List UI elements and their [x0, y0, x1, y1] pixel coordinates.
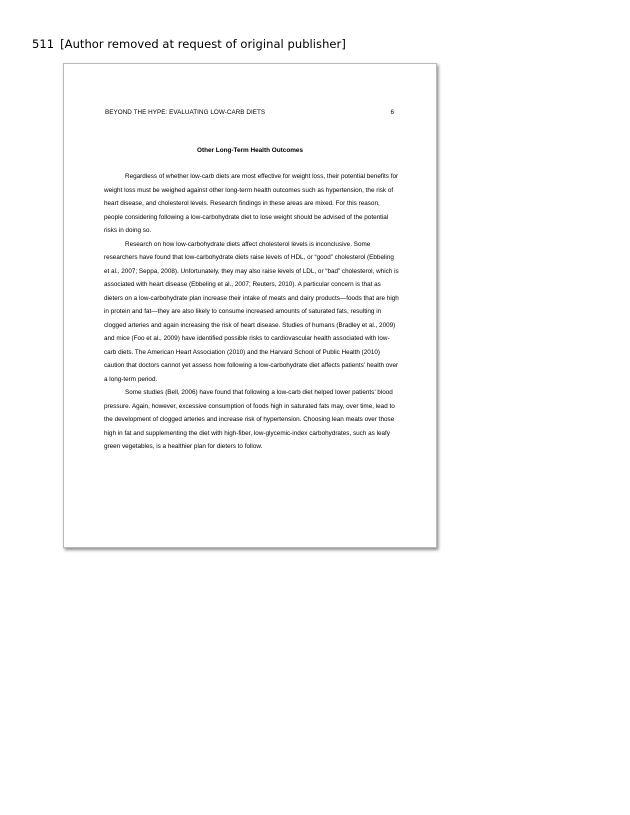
section-heading: Other Long-Term Health Outcomes	[196, 147, 304, 154]
paragraph-1: Regardless of whether low-carb diets are most effective for weight loss, their potential benefits for weight loss must be weighed against other long-term health outcomes such as hypertension, the risk of heart disease, and cholesterol levels. Research findings in these areas are mixed. For this reason, people considering following a low-carbohydrate diet to lose weight should be advised of the potential risks in doing so.	[104, 173, 399, 234]
body-text	[104, 170, 400, 454]
document-sheet	[63, 63, 437, 548]
sheet-page-number: 6	[390, 109, 394, 116]
running-head: BEYOND THE HYPE: EVALUATING LOW-CARB DIETS	[105, 109, 266, 116]
book-page-header	[32, 37, 346, 51]
paragraph-2: Research on how low-carbohydrate diets affect cholesterol levels is inconclusive. Some researchers have found that low-carbohydrate diets raise levels of HDL, or “good” cholesterol (Ebbeling et al., 2007; Seppa, 2008). Unfortunately, they may also raise levels of LDL, or “bad” cholesterol, which is associated with heart disease (Ebbeling et al., 2007; Reuters, 2010). A particular concern is that as dieters on a low-carbohydrate plan increase their intake of meats and dairy products—foods that are high in protein and fat—they are also likely to consume increased amounts of saturated fats, resulting in clogged arteries and again increasing the risk of heart disease. Studies of humans (Bradley et al., 2009) and mice (Foo et al., 2009) have identified possible risks to cardiovascular health associated with low-carb diets. The American Heart Association (2010) and the Harvard School of Public Health (2010) caution that doctors cannot yet assess how following a low-carbohydrate diet affects patients’ health over a long-term period.	[104, 240, 399, 383]
attribution-note: [Author removed at request of original publisher]	[60, 37, 346, 51]
paragraph-3: Some studies (Bell, 2006) have found that following a low-carb diet helped lower patients’ blood pressure. Again, however, excessive consumption of foods high in saturated fats may, over time, lead to the development of clogged arteries and increase risk of hypertension. Choosing lean meats over those high in fat and supplementing the diet with high-fiber, low-glycemic-index carbohydrates, such as leafy green vegetables, is a healthier plan for dieters to follow.	[104, 389, 395, 450]
book-page-number: 511	[32, 37, 55, 51]
